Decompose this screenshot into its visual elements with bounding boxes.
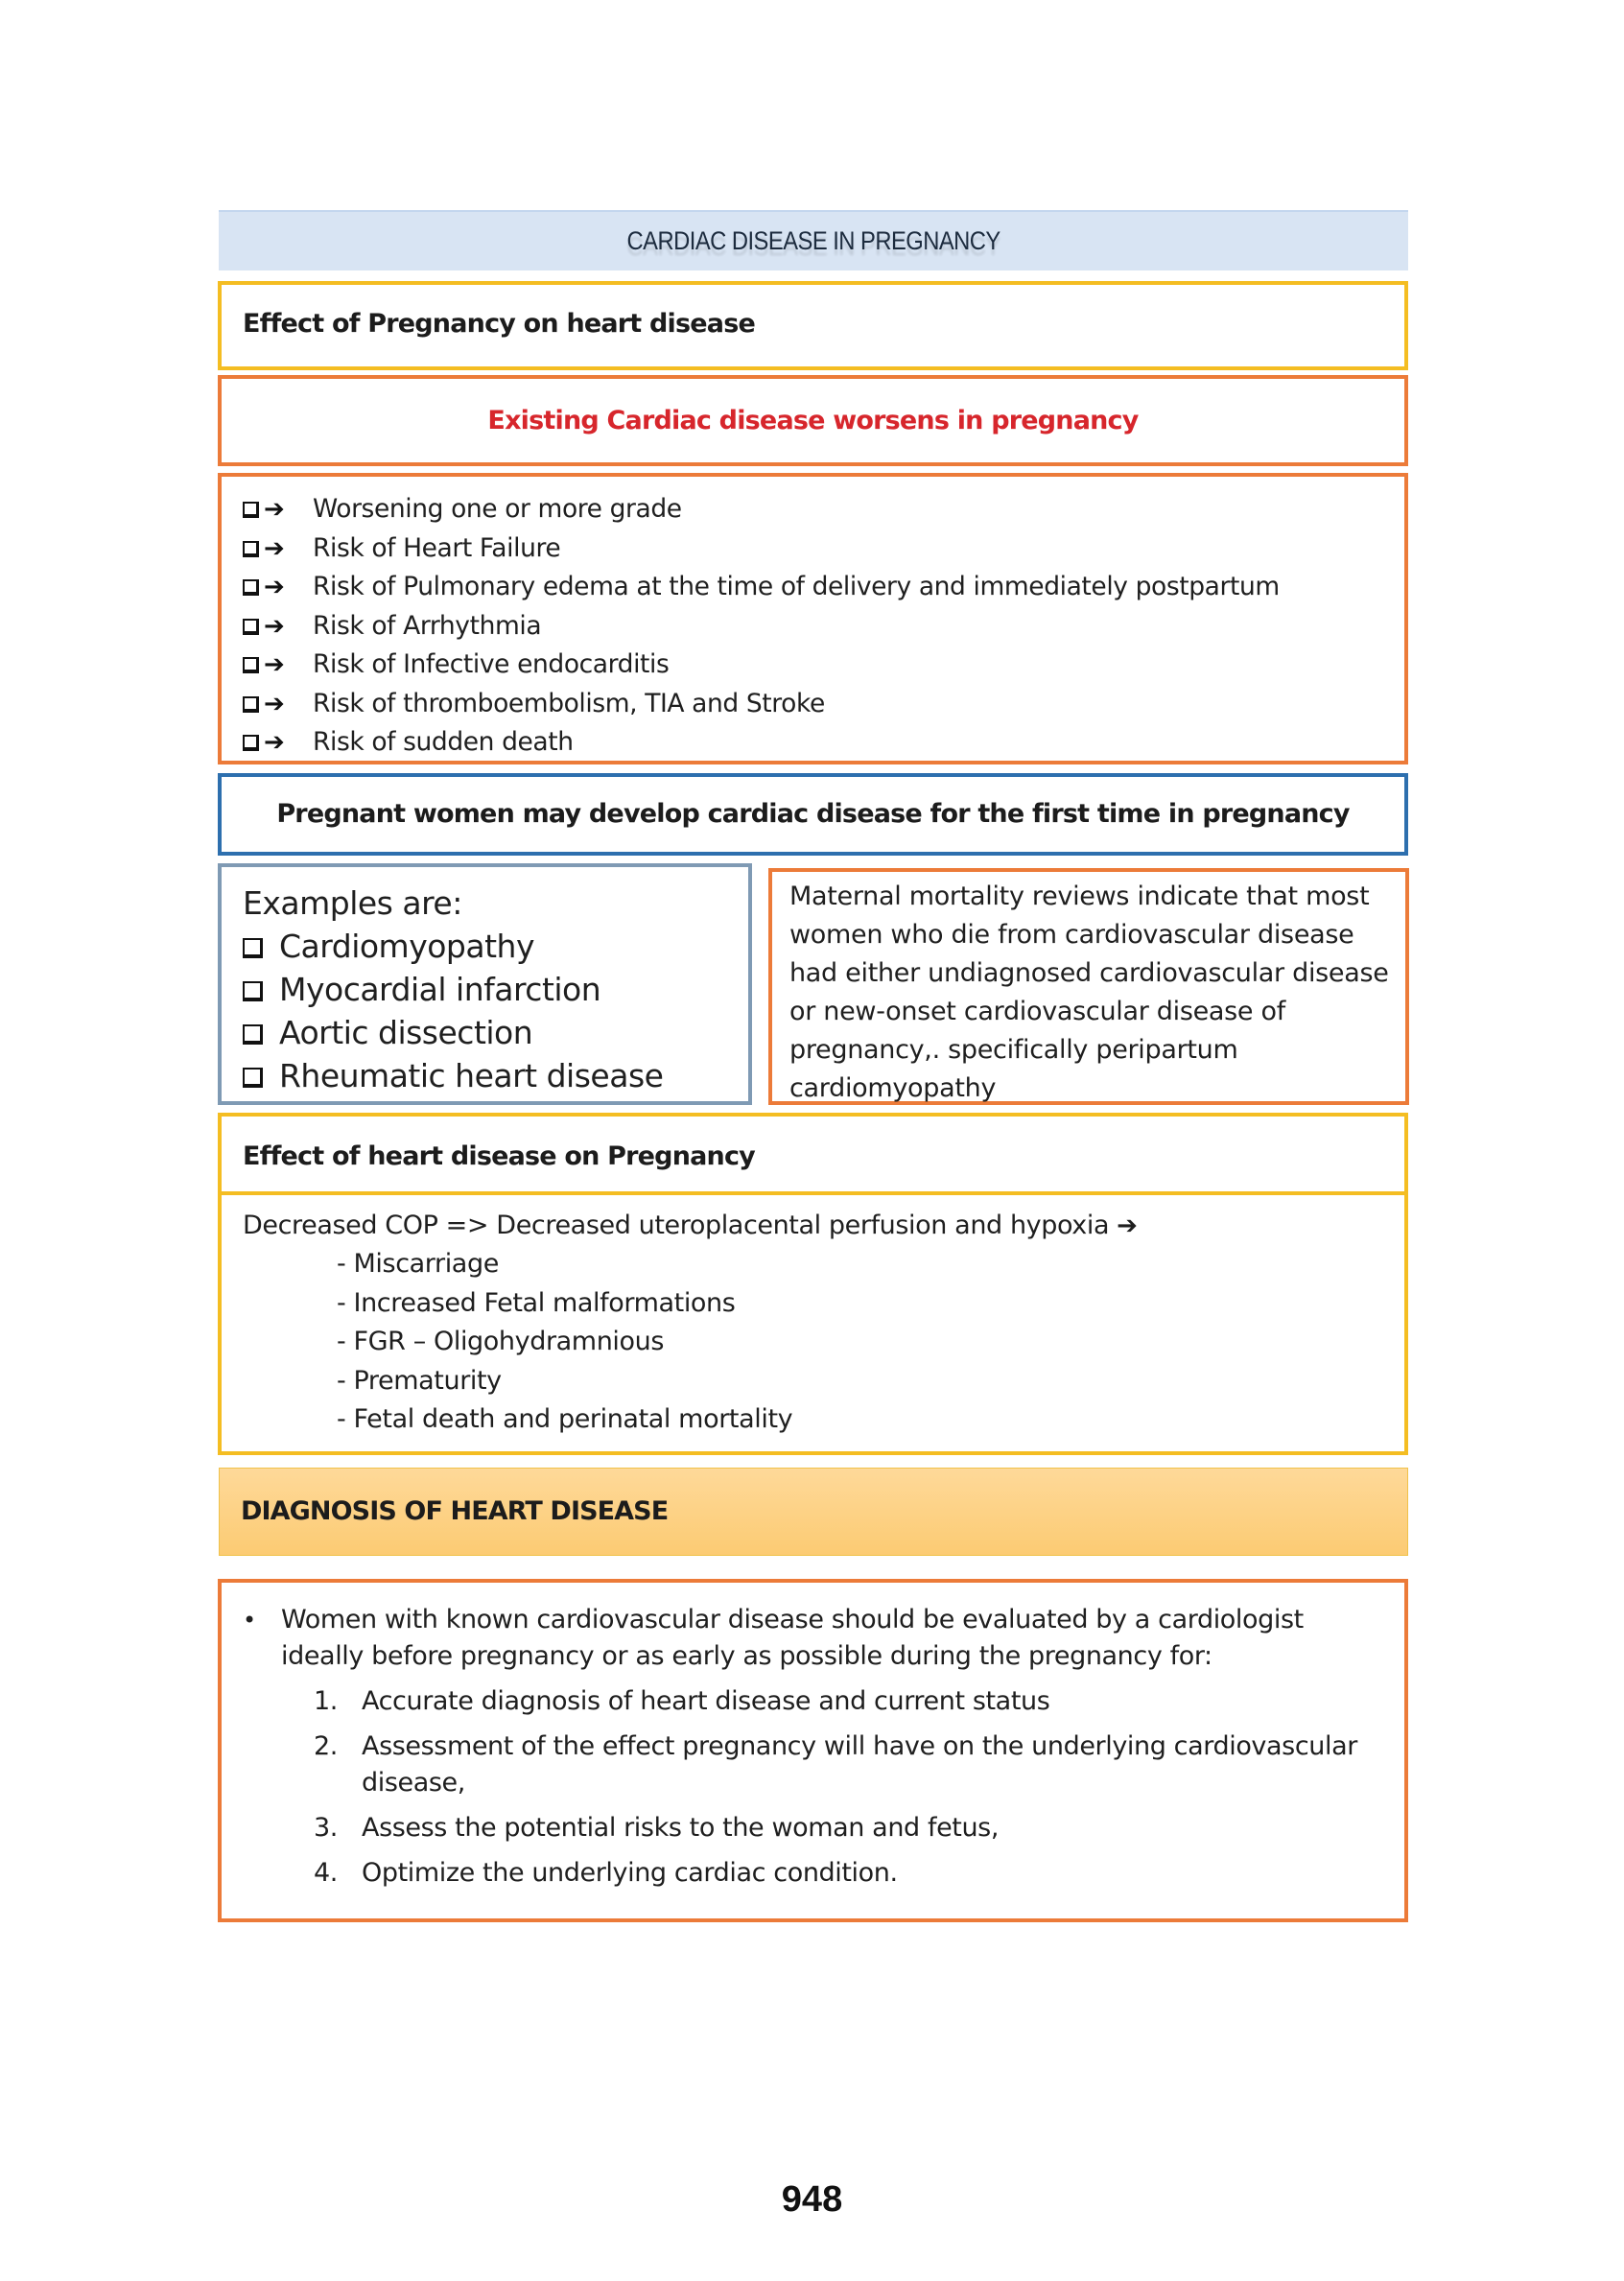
checkbox-icon (243, 696, 259, 713)
risk-text: Risk of Infective endocarditis (313, 649, 670, 679)
risk-text: Risk of Pulmonary edema at the time of delivery and immediately postpartum (313, 572, 1280, 601)
list-item: - Miscarriage (337, 1249, 499, 1279)
page-title: CARDIAC DISEASE IN PREGNANCY (626, 226, 1000, 255)
diagnosis-box (218, 1579, 1408, 1922)
item-number: 1. (314, 1686, 338, 1716)
new-onset-heading: Pregnant women may develop cardiac disease for the first time in pregnancy (276, 799, 1350, 829)
checkbox-icon (243, 1068, 263, 1088)
checkbox-icon (243, 502, 259, 518)
checkbox-icon (243, 619, 259, 635)
section-effect-of-pregnancy (218, 281, 1408, 370)
list-item (222, 1810, 1376, 1846)
example-text: Cardiomyopathy (279, 928, 534, 965)
risk-text: Risk of Heart Failure (313, 532, 561, 563)
examples-label: Examples are: (243, 884, 462, 922)
list-item (243, 685, 1404, 724)
list-item (243, 969, 748, 1012)
risk-list (218, 473, 1408, 764)
examples-box (218, 863, 752, 1105)
mortality-note-box (768, 868, 1409, 1105)
risk-text: Risk of thromboembolism, TIA and Stroke (313, 688, 825, 718)
list-item (222, 1683, 1376, 1720)
list-item: - FGR – Oligohydramnious (337, 1327, 665, 1356)
arrow-right-icon: ➔ (264, 728, 285, 757)
diagnosis-heading: DIAGNOSIS OF HEART DISEASE (241, 1496, 669, 1526)
example-text: Myocardial infarction (279, 971, 601, 1008)
worsens-heading: Existing Cardiac disease worsens in pregnancy (487, 406, 1139, 435)
item-text: Optimize the underlying cardiac condition. (362, 1858, 898, 1888)
checkbox-icon (243, 981, 263, 1001)
checkbox-icon (243, 541, 259, 557)
item-text: Assessment of the effect pregnancy will have on the underlying cardiovascular disease, (362, 1731, 1357, 1798)
cause-line (243, 1207, 1404, 1245)
section-effect-on-pregnancy (218, 1113, 1408, 1455)
list-item: - Increased Fetal malformations (337, 1287, 736, 1318)
risk-text: Risk of sudden death (313, 727, 574, 757)
arrow-right-icon: ➔ (1117, 1211, 1138, 1240)
bullet-text: Women with known cardiovascular disease should be evaluated by a cardiologist ideally before pregnancy or as early as possible during the pregnancy for: (281, 1605, 1304, 1671)
list-item (243, 723, 1404, 763)
section-body (222, 1195, 1404, 1440)
risk-text: Worsening one or more grade (313, 494, 682, 524)
checkbox-icon (243, 938, 263, 958)
arrow-right-icon: ➔ (264, 689, 285, 718)
list-item (222, 1855, 1376, 1892)
arrow-right-icon: ➔ (264, 533, 285, 563)
checkbox-icon (243, 735, 259, 751)
bullet-item (222, 1602, 1376, 1675)
worsens-callout (218, 375, 1408, 466)
item-text: Accurate diagnosis of heart disease and current status (362, 1686, 1050, 1716)
list-item (243, 1012, 748, 1055)
checkbox-icon (243, 1024, 263, 1045)
item-text: Assess the potential risks to the woman and fetus, (362, 1813, 1000, 1843)
section-heading: Effect of heart disease on Pregnancy (243, 1141, 755, 1171)
list-item (243, 490, 1404, 529)
arrow-right-icon: ➔ (264, 650, 285, 679)
list-item (243, 926, 748, 969)
list-item (243, 1055, 748, 1098)
diagnosis-header-bar (219, 1468, 1408, 1556)
arrow-right-icon: ➔ (264, 611, 285, 641)
section-header (222, 1117, 1404, 1195)
example-text: Rheumatic heart disease (279, 1057, 664, 1094)
page-title-bar (219, 210, 1408, 270)
item-number: 2. (314, 1731, 338, 1761)
page-number: 948 (781, 2179, 843, 2220)
checkbox-icon (243, 579, 259, 596)
list-item (243, 568, 1404, 607)
list-item (243, 529, 1404, 569)
item-number: 4. (314, 1858, 338, 1888)
example-text: Aortic dissection (279, 1014, 533, 1051)
bullet-icon: • (243, 1607, 256, 1634)
arrow-right-icon: ➔ (264, 495, 285, 524)
new-onset-callout (218, 773, 1408, 856)
section-heading: Effect of Pregnancy on heart disease (243, 309, 755, 339)
list-item (243, 607, 1404, 647)
mortality-note: Maternal mortality reviews indicate that most women who die from cardiovascular disease had either undiagnosed cardiovascular disease or new-onset cardiovascular disease of pregnancy,. specifically peripartum cardiomyopathy (789, 882, 1389, 1103)
arrow-right-icon: ➔ (264, 573, 285, 601)
item-number: 3. (314, 1813, 338, 1843)
risk-text: Risk of Arrhythmia (313, 610, 542, 641)
cause-text: Decreased COP => Decreased uteroplacental perfusion and hypoxia (243, 1211, 1110, 1240)
list-item (222, 1728, 1376, 1801)
list-item: - Fetal death and perinatal mortality (337, 1404, 793, 1434)
checkbox-icon (243, 657, 259, 673)
list-item: - Prematurity (337, 1365, 502, 1396)
list-item (243, 646, 1404, 685)
